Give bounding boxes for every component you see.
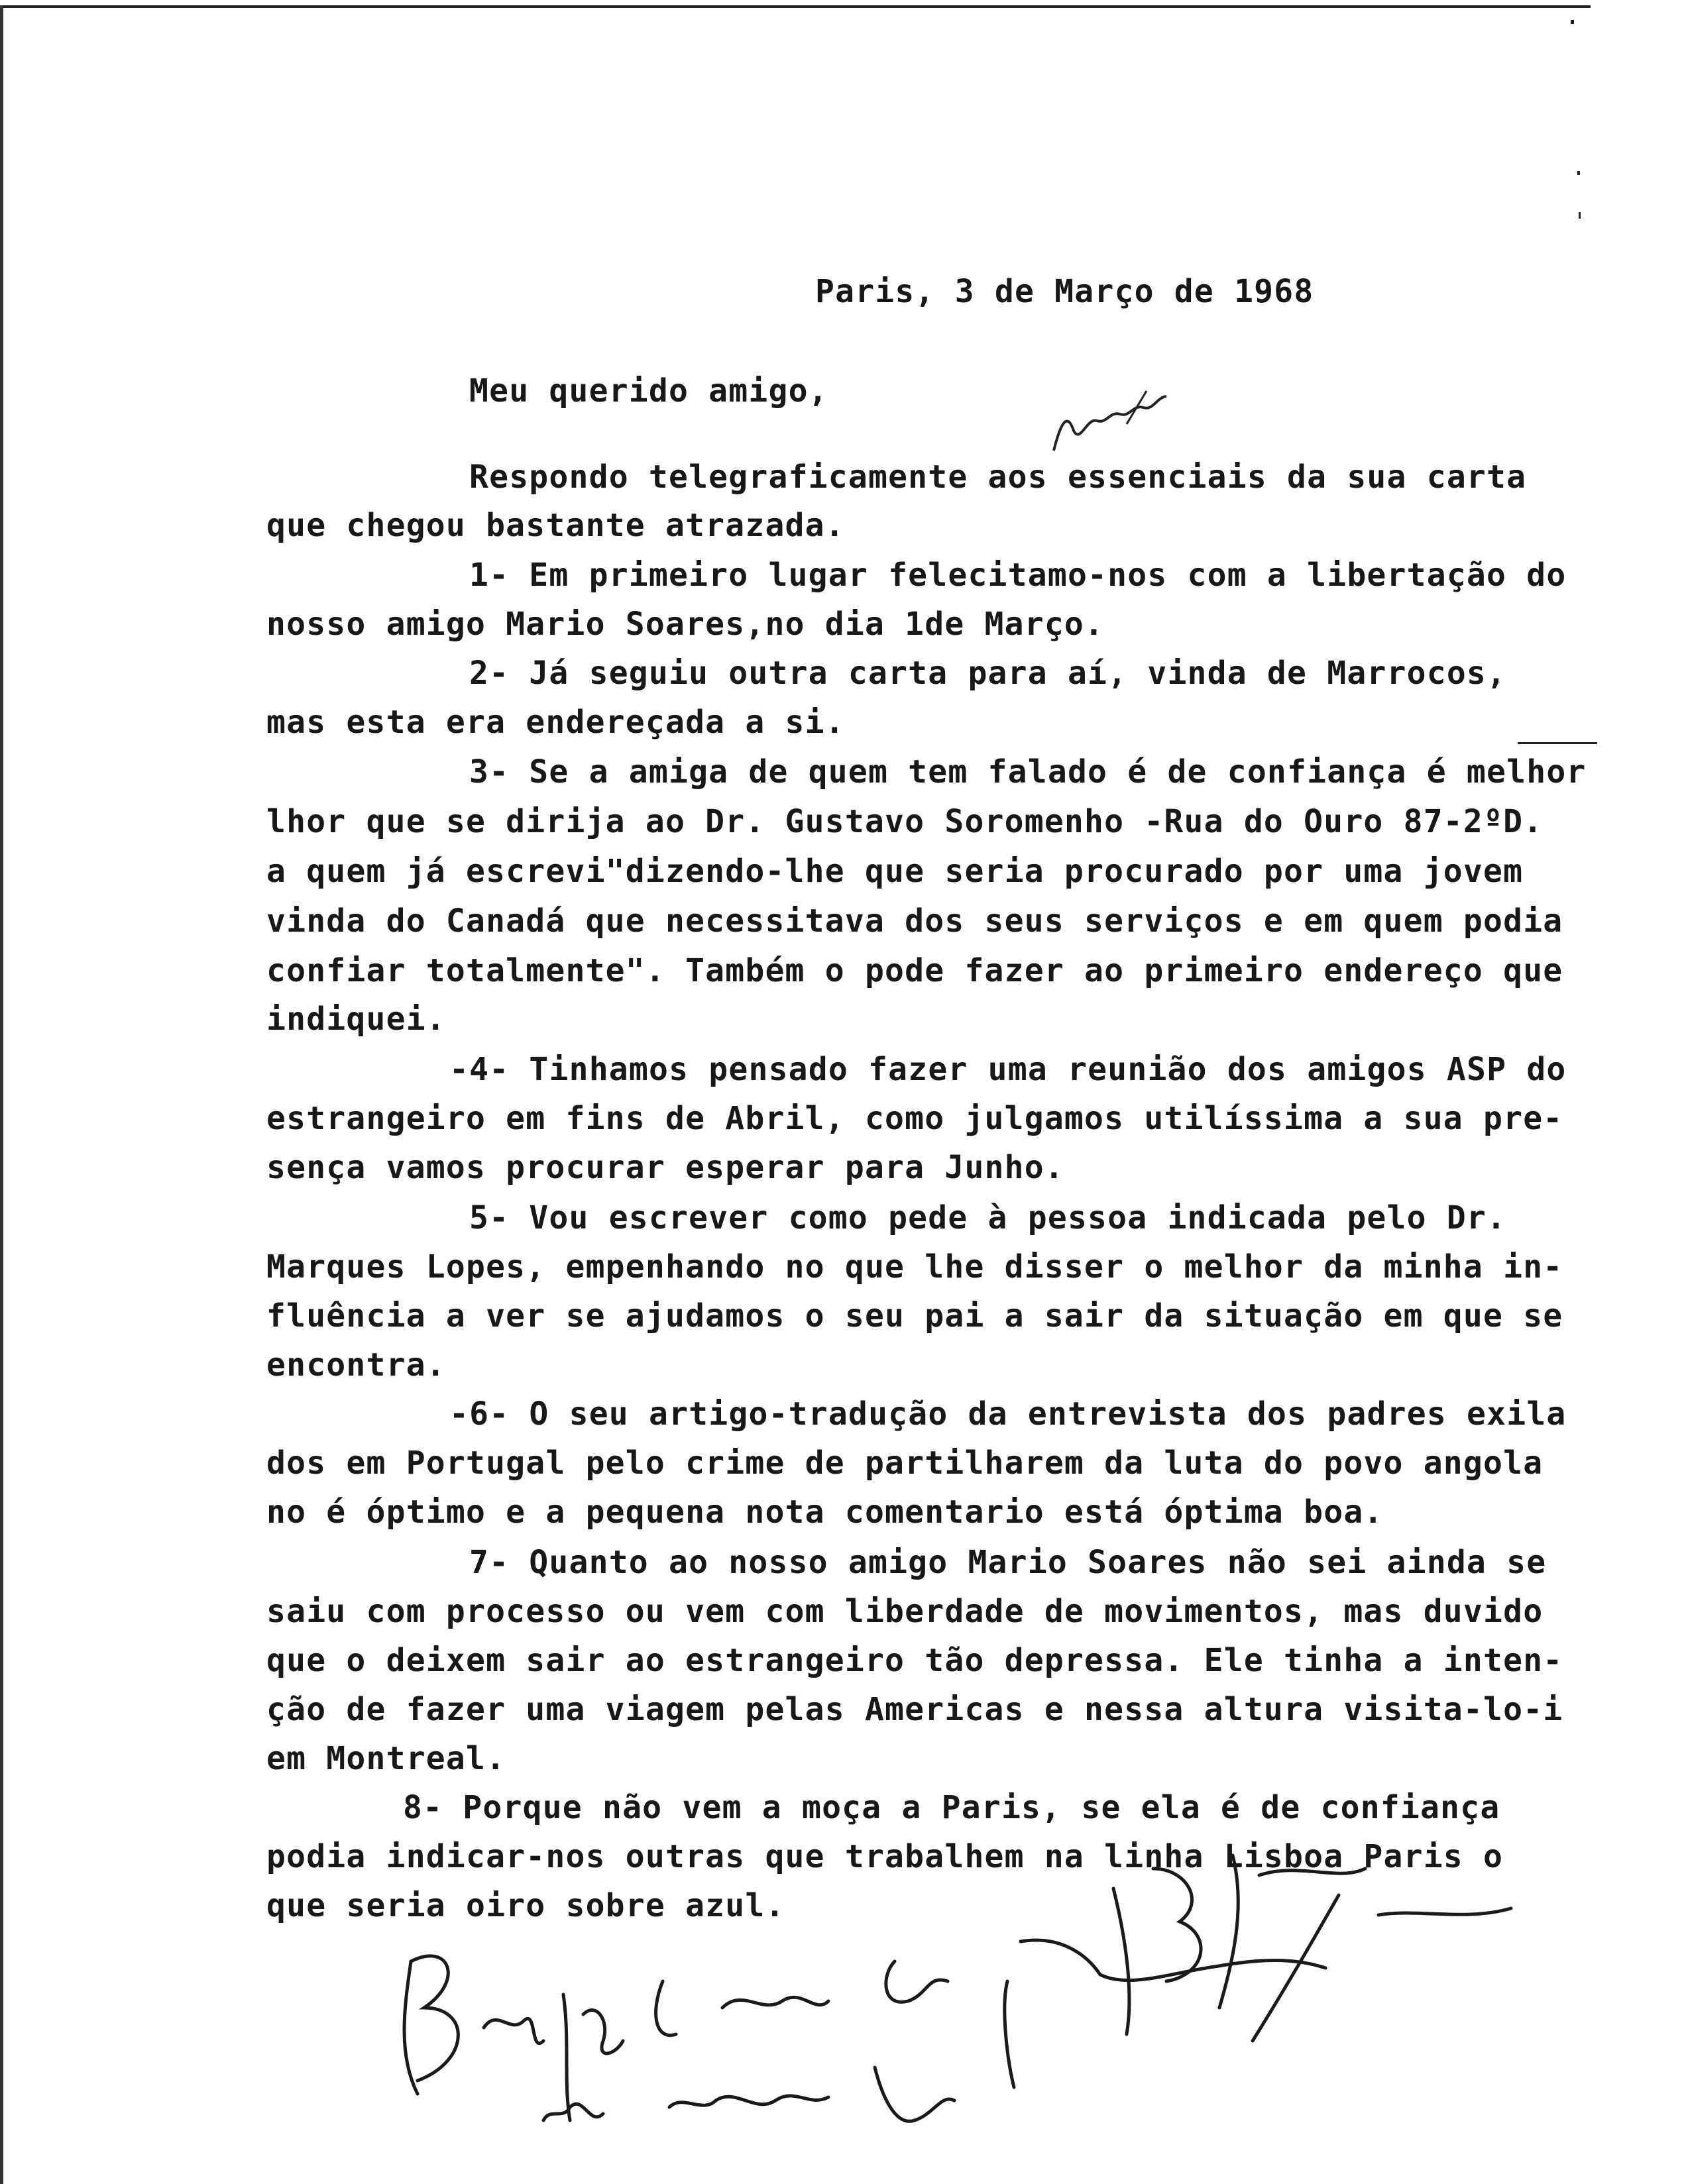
paper-speck [1518, 742, 1597, 744]
body-line-30: que seria oiro sobre azul. [266, 1887, 785, 1924]
body-line-9: a quem já escrevi"dizendo-lhe que seria procurado por uma jovem [266, 853, 1524, 890]
handwritten-margin-note [1047, 384, 1246, 464]
body-line-8: lhor que se dirija ao Dr. Gustavo Soromenho -Rua do Ouro 87-2ºD. [266, 803, 1544, 840]
body-line-10: vinda do Canadá que necessitava dos seus serviços e em quem podia [266, 902, 1563, 940]
paper-speck [1571, 20, 1574, 24]
body-line-19: encontra. [266, 1346, 446, 1384]
body-line-6: mas esta era endereçada a si. [266, 704, 845, 741]
body-line-1: Respondo telegraficamente aos essenciais da sua carta [469, 459, 1527, 496]
body-line-11: confiar totalmente". Também o pode fazer ao primeiro endereço que [266, 952, 1563, 989]
dateline: Paris, 3 de Março de 1968 [815, 273, 1314, 310]
body-line-7: 3- Se a amiga de quem tem falado é de confiança é melhor [469, 753, 1587, 791]
body-line-17: Marques Lopes, empenhando no que lhe disser o melhor da minha in- [266, 1248, 1563, 1285]
body-line-25: que o deixem sair ao estrangeiro tão depressa. Ele tinha a inten- [266, 1642, 1563, 1679]
handwritten-closing-signature [371, 1842, 1564, 2147]
body-line-24: saiu com processo ou vem com liberdade de movimentos, mas duvido [266, 1593, 1544, 1630]
page-border-top [0, 5, 1591, 8]
body-line-13: -4- Tinhamos pensado fazer uma reunião dos amigos ASP do [449, 1051, 1567, 1088]
body-line-2: que chegou bastante atrazada. [266, 507, 845, 544]
body-line-23: 7- Quanto ao nosso amigo Mario Soares não sei ainda se [469, 1544, 1547, 1581]
paper-speck [1577, 171, 1580, 175]
body-line-12: indiquei. [266, 1001, 446, 1038]
body-line-18: fluência a ver se ajudamos o seu pai a sair da situação em que se [266, 1297, 1563, 1335]
body-line-21: dos em Portugal pelo crime de partilharem da luta do povo angola [266, 1445, 1544, 1482]
body-line-26: ção de fazer uma viagem pelas Americas e nessa altura visita-lo-i [266, 1691, 1563, 1728]
body-line-16: 5- Vou escrever como pede à pessoa indicada pelo Dr. [469, 1199, 1507, 1236]
page-border-left [0, 5, 3, 2184]
body-line-28: 8- Porque não vem a moça a Paris, se ela é de confiança [403, 1789, 1500, 1826]
body-line-27: em Montreal. [266, 1740, 506, 1777]
salutation: Meu querido amigo, [469, 372, 828, 410]
body-line-15: sença vamos procurar esperar para Junho. [266, 1149, 1064, 1186]
paper-speck [1579, 212, 1581, 219]
body-line-22: no é óptimo e a pequena nota comentario está óptima boa. [266, 1494, 1384, 1531]
body-line-29: podia indicar-nos outras que trabalhem na linha Lisboa Paris o [266, 1838, 1504, 1875]
body-line-20: -6- O seu artigo-tradução da entrevista dos padres exila [449, 1395, 1567, 1433]
body-line-3: 1- Em primeiro lugar felecitamo-nos com a libertação do [469, 557, 1567, 594]
body-line-14: estrangeiro em fins de Abril, como julgamos utilíssima a sua pre- [266, 1100, 1563, 1137]
body-line-5: 2- Já seguiu outra carta para aí, vinda de Marrocos, [469, 655, 1507, 692]
body-line-4: nosso amigo Mario Soares,no dia 1de Março. [266, 606, 1105, 643]
